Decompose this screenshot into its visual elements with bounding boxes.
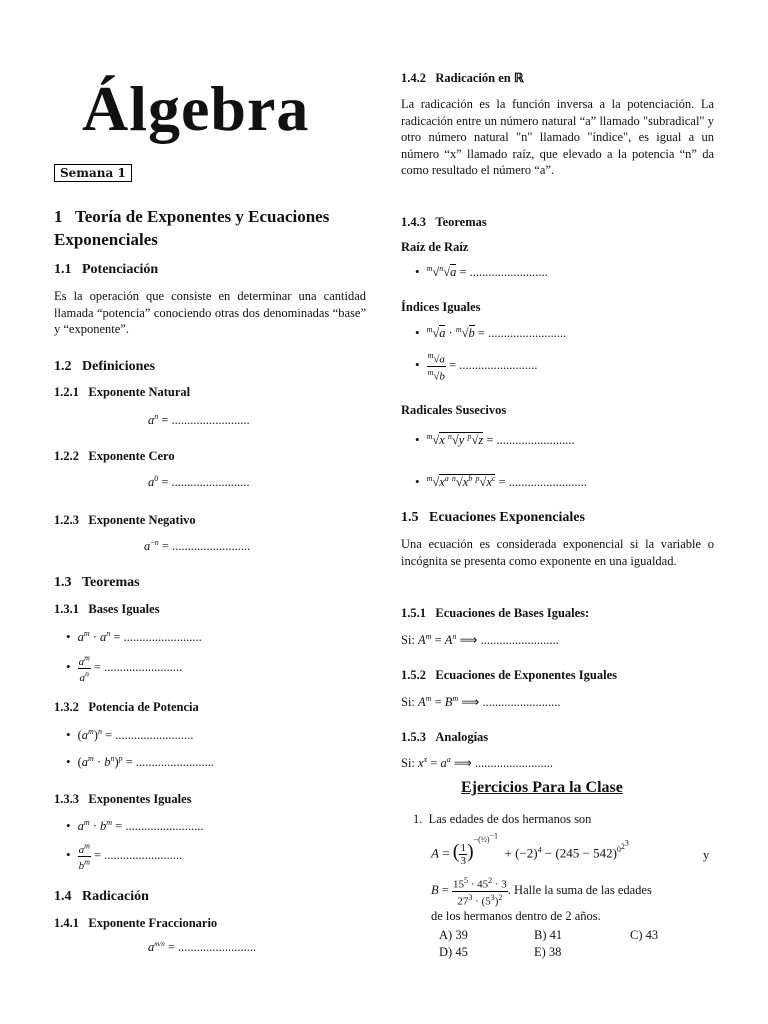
section-title: Exponente Negativo [88,513,196,527]
si-label: Si: [401,756,415,771]
section-1-5-2-heading [401,668,617,683]
section-1-2-2-heading [54,449,175,464]
si-label: Si: [401,633,415,648]
section-title: Exponentes Iguales [88,792,192,806]
formula-raiz-de-raiz: • $^m$√$^n$√a = ......................... [415,264,548,280]
formula-bases-iguales-equation: Si: $A^m = A^n$ ⟹ ......................... [401,632,559,648]
option-d: D) 45 [439,945,468,959]
exercise-1-and: y [703,848,710,862]
blank: = ......................... [161,539,251,554]
section-number: 1.4.2 [401,71,426,85]
section-title: Exponente Natural [88,385,191,399]
formula-bases-iguales-quotient [66,652,182,684]
section-title: Radicación [82,889,149,904]
option-c: C) 43 [630,928,659,942]
fraction: • $\frac{a^m}{a^n}$ [78,653,90,685]
paragraph-potenciacion: Es la operación que consiste en determinar una cantidad llamada “potencia” conociendo otras dos denominadas “base” y “exponente”. [54,289,366,336]
section-number: 1.2.3 [54,513,79,527]
blank: = ......................... [449,358,538,373]
formula-radicales-sucesivos-1: • $^m$√x $^n$√y $^p$√z = ......................... [415,432,575,448]
blank: = ......................... [93,660,183,675]
formula-exponente-natural: $a^n$ = ......................... [148,412,250,428]
exercise-text: . Halle la suma de las edades [507,883,652,898]
section-1-5-heading [401,510,585,526]
section-1-3-1-heading [54,602,160,617]
exercise-number: 1. [413,812,423,826]
blank: = ......................... [105,728,194,743]
section-title: Teoría de Exponentes y Ecuaciones Exponenciales [54,207,330,249]
blank: = ......................... [459,265,548,280]
exercise-1-tail: de los hermanos dentro de 2 años. [431,909,601,923]
heading-raiz-de-raiz: Raíz de Raíz [401,240,469,254]
section-1-4-2-heading [401,70,524,86]
si-label: Si: [401,695,415,710]
blank: = ......................... [477,326,567,341]
section-title: Ecuaciones Exponenciales [429,510,585,525]
option-b: B) 41 [534,928,563,942]
formula-potencia-producto: • $(a^m \cdot b^n)^p$ = ......................... [66,754,214,770]
section-number: 1.2.1 [54,385,79,399]
heading-radicales-sucesivos: Radicales Susecivos [401,403,507,417]
blank: = ......................... [115,819,204,834]
blank: ⟹ ......................... [459,633,559,648]
option-e: E) 38 [534,945,562,959]
section-number: 1.2.2 [54,449,79,463]
page-title: Álgebra [82,73,310,144]
section-1-1-heading [54,262,158,278]
section-title: Teoremas [82,575,140,590]
section-number: 1.3.1 [54,602,79,616]
blank: ⟹ ......................... [461,695,561,710]
section-title: Radicación en ℝ [435,71,524,85]
formula-radicales-sucesivos-2: • $^m√x^a$ $^n√x^b$ $^p√x^c$ = ......................... [415,474,587,490]
section-title: Teoremas [435,215,487,229]
fraction: • $\frac{a^m}{b^m}$ [78,841,90,873]
section-number: 1.5.1 [401,606,426,620]
formula-bases-iguales-product: • $a^m \cdot a^n$ = ......................... [66,629,202,645]
blank: = ......................... [113,630,202,645]
formula-exponentes-iguales-quotient [66,840,182,872]
formula-exponente-negativo: $a^{-n}$ = ......................... [144,538,251,554]
blank: = ......................... [486,433,575,448]
exercises-title: Ejercicios Para la Clase [461,779,623,796]
section-1-5-3-heading [401,730,488,745]
blank: = ......................... [161,475,250,490]
section-title: Analogías [435,730,489,744]
formula-exponente-cero: $a^0$ = ......................... [148,474,250,490]
section-number: 1 [54,207,63,226]
section-number: 1.4 [54,889,72,904]
section-1-2-3-heading [54,513,196,528]
formula-exponentes-iguales-equation: Si: $A^m = B^m$ ⟹ ......................... [401,694,561,710]
section-title: Exponente Fraccionario [88,916,218,930]
option-a: A) 39 [439,928,468,942]
heading-indices-iguales: Índices Iguales [401,300,481,314]
formula-potencia-de-potencia: • $(a^m)^n$ = ......................... [66,727,193,743]
formula-analogias: Si: $x^x = a^a$ ⟹ ......................... [401,755,554,771]
exercise-1-formula-a: A = ( $\frac{1}{3}$ )$^{-(\frac{1}{2})^{-1}} + (-2)^4 - (245 - 542)^{0^{2^3}}$ [431,831,629,868]
formula-exponentes-iguales-product: • $a^m \cdot b^m$ = ......................... [66,818,203,834]
section-number: 1.3 [54,575,72,590]
section-title: Exponente Cero [88,449,175,463]
section-title: Ecuaciones de Bases Iguales: [435,606,590,620]
section-1-4-heading [54,889,149,905]
exercise-1-intro [413,812,591,827]
section-number: 1.5.2 [401,668,426,682]
section-1-4-3-heading [401,215,487,230]
blank: = ......................... [93,848,183,863]
section-title: Bases Iguales [88,602,160,616]
section-title: Ecuaciones de Exponentes Iguales [435,668,617,682]
paragraph-radicacion: La radicación es la función inversa a la potenciación. La radicación entre un número natural “a” llamado "subradical" y otro número natural "n" llamado "índice", es igual a un número “x” llamado raíz, que elevado a la potencia “n” da como resultado el número “a”. [401,97,714,177]
section-number: 1.3.2 [54,700,79,714]
exercise-text: Las edades de dos hermanos son [428,812,592,826]
paragraph-ecuaciones: Una ecuación es considerada exponencial si la variable o incógnita se presenta como exponente en una igualdad. [401,537,714,568]
section-1-3-3-heading [54,792,192,807]
section-number: 1.5 [401,510,419,525]
fraction: • $\frac{^m√a}{^m√b}$ [427,351,445,383]
section-number: 1.2 [54,359,72,374]
blank: = ......................... [498,475,587,490]
section-title: Potenciación [82,262,159,277]
section-1-5-1-heading [401,606,589,621]
fraction: $\frac{1}{3}$ [460,842,466,868]
formula-indices-iguales-product: • $^m$√a · $^m$√b = ......................... [415,325,566,341]
section-1-4-1-heading [54,916,217,931]
formula-exponente-fraccionario: $a^{m/n}$ = ......................... [148,940,257,955]
section-number: 1.1 [54,262,72,277]
section-title: Potencia de Potencia [88,700,199,714]
section-1-2-1-heading [54,385,190,400]
section-1-heading [54,205,366,251]
section-number: 1.4.3 [401,215,426,229]
formula-indices-iguales-quotient [415,350,537,382]
section-title: Definiciones [82,359,156,374]
section-number: 1.5.3 [401,730,426,744]
section-number: 1.4.1 [54,916,79,930]
section-1-3-heading [54,575,140,591]
blank: = ......................... [167,940,257,955]
blank: = ......................... [161,413,250,428]
section-number: 1.3.3 [54,792,79,806]
exercise-1-formula-b: B = $\frac{15^5 \cdot 45^2 \cdot 3}{27^3 \cdot (5^3)^2}$ . Halle la suma de las edades [431,876,652,908]
blank: ⟹ ......................... [453,756,554,771]
fraction: $\frac{15^5 \cdot 45^2 \cdot 3}{27^3 \cdot (5^3)^2}$ [452,876,507,908]
week-badge: Semana 1 [54,164,132,182]
section-1-2-heading [54,359,155,375]
blank: = ......................... [125,755,215,770]
section-1-3-2-heading [54,700,199,715]
